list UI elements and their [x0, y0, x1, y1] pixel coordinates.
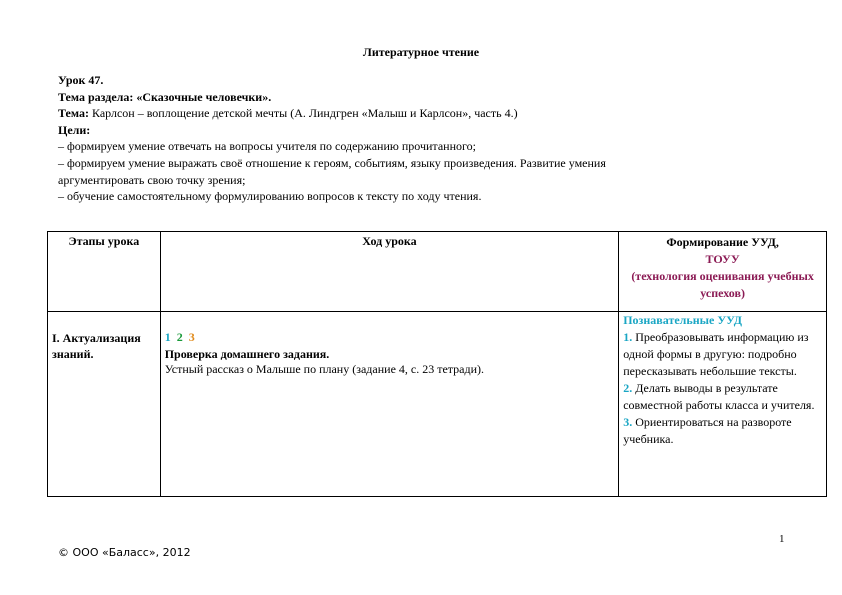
- lesson-table: [47, 231, 827, 497]
- uud-item-text: Ориентироваться на развороте учебника.: [623, 415, 792, 446]
- uud-item-number: 2.: [623, 381, 633, 395]
- uud-cell: [619, 312, 827, 497]
- section-value: «Сказочные человечки».: [136, 89, 272, 104]
- goal-item: – формируем умение выражать своё отношение к героям, событиям, языку произведения. Развитие умения: [58, 155, 606, 170]
- uud-item-number: 1.: [623, 330, 633, 344]
- header-touu-desc: (технология оценивания учебных успехов): [631, 269, 814, 300]
- page-number: 1: [779, 533, 785, 545]
- table-row: [48, 312, 827, 497]
- goal-item: – формируем умение отвечать на вопросы учителя по содержанию прочитанного;: [58, 139, 476, 154]
- uud-title: Познавательные УУД: [623, 313, 743, 327]
- lesson-header: [58, 72, 738, 205]
- topic-value: Карлсон – воплощение детской мечты (А. Линдгрен «Малыш и Карлсон», часть 4.): [91, 106, 518, 121]
- header-uud: [619, 232, 827, 312]
- stage-text: I. Актуализация знаний.: [52, 331, 141, 361]
- stage-cell: [48, 312, 161, 497]
- uud-item-text: Преобразовывать информацию из одной формы в другую: подробно пересказывать небольшие тексты.: [623, 330, 809, 378]
- step-number-3: 3: [188, 330, 195, 344]
- uud-item-text: Делать выводы в результате совместной работы класса и учителя.: [623, 381, 815, 412]
- topic-line: [58, 105, 738, 122]
- goals-label: Цели:: [58, 122, 91, 137]
- table-header-row: [48, 232, 827, 312]
- header-touu: ТОУУ: [705, 252, 740, 266]
- goal-item: – обучение самостоятельному формулированию вопросов к тексту по ходу чтения.: [58, 189, 482, 204]
- topic-label: Тема:: [58, 106, 89, 121]
- uud-item-number: 3.: [623, 415, 633, 429]
- header-uud-title: Формирование УУД,: [666, 235, 779, 249]
- check-text: Устный рассказ о Малыше по плану (задание 4, с. 23 тетради).: [164, 362, 485, 376]
- course-cell: [160, 312, 619, 497]
- footer-copyright: © ООО «Баласс», 2012: [58, 546, 191, 559]
- check-title: Проверка домашнего задания.: [164, 347, 330, 361]
- uud-item: [623, 329, 822, 380]
- section-line: [58, 89, 738, 106]
- step-number-1: 1: [164, 330, 171, 344]
- page-title: Литературное чтение: [362, 45, 480, 59]
- header-course: Ход урока: [160, 232, 619, 312]
- uud-item: [623, 414, 822, 448]
- goal-item: аргументировать свою точку зрения;: [58, 172, 246, 187]
- lesson-number: Урок 47.: [58, 73, 104, 87]
- header-stages: Этапы урока: [48, 232, 161, 312]
- step-number-2: 2: [176, 330, 183, 344]
- section-label: Тема раздела:: [58, 89, 134, 104]
- uud-item: [623, 380, 822, 414]
- step-numbers: [165, 330, 615, 345]
